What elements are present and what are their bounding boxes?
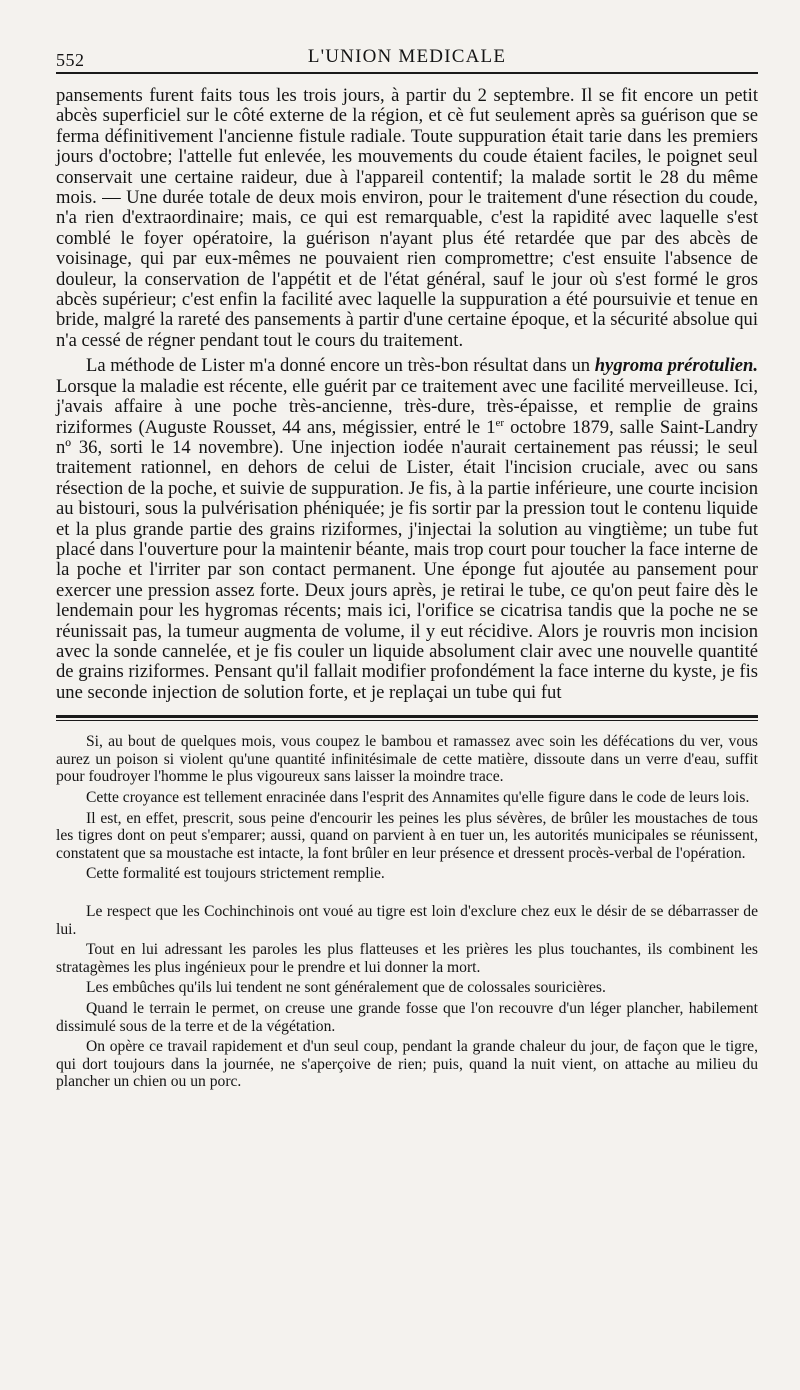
body-paragraph: pansements furent faits tous les trois jours, à partir du 2 septembre. Il se fit encore un petit abcès superficiel sur le côté externe de la région, et cè fut seulement après sa guérison que se ferma définitivement l'ancienne fistule radiale. Toute suppuration était tarie dans les premiers jours d'octobre; l'attelle fut enlevée, les mouvements du coude étaient faciles, le poignet seul conservait une certaine raideur, due à l'appareil contentif; la malade sortit le 28 du même mois. — Une durée totale de deux mois environ, pour le traitement d'une résection du coude, n'a rien d'extraordinaire; mais, ce qui est remarquable, c'est la rapidité avec laquelle s'est comblé le foyer opératoire, la guérison n'ayant plus été retardée que par des abcès de voisinage, qui par eux-mêmes ne pouvaient rien compromettre; c'est ensuite l'absence de douleur, la conservation de l'appétit et de l'état général, sauf le jour où s'est formé le gros abcès supérieur; c'est enfin la facilité avec laquelle la suppuration a été poursuivie et tenue en bride, malgré la rareté des pansements à partir d'une certaine époque, et la sécurité absolue qui n'a cessé de régner pendant tout le cours du traitement. xyxy=(56,85,758,351)
feuilleton-paragraph: Les embûches qu'ils lui tendent ne sont généralement que de colossales souricières. xyxy=(86,979,606,997)
text-run: octobre 1879, salle Saint-Landry nº 36, sorti le 14 novembre). Une injection iodée n'aurait certainement pas réussi; le seul traitement rationnel, en dehors de celui de Lister, était l'incision cruciale, avec ou sans résection de la poche, et suivie de suppuration. Je fis, à la partie inférieure, une courte incision au bistouri, sous la pulvérisation phéniquée; je fis sortir par la pression tout le contenu liquide et la plus grande partie des grains riziformes, j'injectai la solution au vingtième; un tube fut placé dans l'ouverture pour la maintenir béante, mais trop court pour toucher la face interne de la poche et l'irriter par son contact permanent. Une éponge fut ajoutée au pansement pour exercer une pression assez forte. Deux jours après, je retirai le tube, ce qu'on peut faire dès le lendemain pour les hygromas récents; mais ici, l'orifice se cicatrisa tandis que la poche ne se réunissait pas, la tumeur augmenta de volume, il y eut récidive. Alors je rouvris mon incision avec la sonde cannelée, et je fis couler un liquide absolument clair avec une nouvelle quantité de grains riziformes. Pensant qu'il fallait modifier profondément la face interne du kyste, je fis une seconde injection de solution forte, et je replaçai un tube qui fut xyxy=(56,416,758,703)
feuilleton-paragraph: Tout en lui adressant les paroles les plus flatteuses et les prières les plus touchantes, ils combinent les stratagèmes les plus ingénieux pour le prendre et lui donner la mort. xyxy=(56,941,758,976)
text-run: La méthode de Lister m'a donné encore un très-bon résultat dans un xyxy=(86,355,595,377)
feuilleton-text xyxy=(56,733,758,1091)
header-rule xyxy=(56,72,758,74)
page-number: 552 xyxy=(56,50,85,70)
feuilleton-paragraph: Le respect que les Cochinchinois ont voué au tigre est loin d'exclure chez eux le désir de se débarrasser de lui. xyxy=(56,902,758,938)
page-header xyxy=(56,40,758,70)
body-paragraph xyxy=(56,356,758,703)
italic-term: hygroma prérotulien. xyxy=(594,355,758,377)
feuilleton-paragraph: Cette formalité est toujours strictement remplie. xyxy=(86,865,385,883)
main-text xyxy=(56,86,758,703)
feuilleton-paragraph: Si, au bout de quelques mois, vous coupez le bambou et ramassez avec soin les défécations du ver, vous aurez un poison si violent qu'une quantité infinitésimale de cette matière, dissoute dans un verre d'eau, suffit pour foudroyer l'homme le plus vigoureux sans laisser la moindre trace. xyxy=(56,733,758,786)
feuilleton-paragraph: Il est, en effet, prescrit, sous peine d'encourir les peines les plus sévères, de brûler les moustaches de tous les tigres dont on peut s'emparer; aussi, quand on parvient à en tuer un, les autorités municipales se réunissent, constatent que sa moustache est intacte, la font brûler en leur présence et dressent procès-verbal de l'opération. xyxy=(56,809,758,862)
superscript: er xyxy=(495,416,505,429)
feuilleton-paragraph: On opère ce travail rapidement et d'un seul coup, pendant la grande chaleur du jour, de façon que le tigre, qui dort toujours dans la journée, ne s'aperçoive de rien; puis, quand la nuit vient, on attache au milieu du plancher un chien ou un porc. xyxy=(56,1038,758,1091)
feuilleton-paragraph: Cette croyance est tellement enracinée dans l'esprit des Annamites qu'elle figure dans le code de leurs lois. xyxy=(86,788,750,806)
feuilleton-separator xyxy=(56,715,758,721)
running-head: L'UNION MEDICALE xyxy=(307,46,507,67)
feuilleton-paragraph: Quand le terrain le permet, on creuse une grande fosse que l'on recouvre d'un léger plancher, habilement dissimulé sous de la terre et de la végétation. xyxy=(56,999,758,1035)
text-run: Lorsque la maladie est récente, elle guérit par ce traitement avec une facilité merveilleuse. Ici, j'avais affaire à une poche très-ancienne, très-dure, très-épaisse, et remplie de grains riziformes (Auguste Rousset, 44 ans, mégissier, entré le 1 xyxy=(56,375,758,438)
section-gap xyxy=(56,883,758,903)
